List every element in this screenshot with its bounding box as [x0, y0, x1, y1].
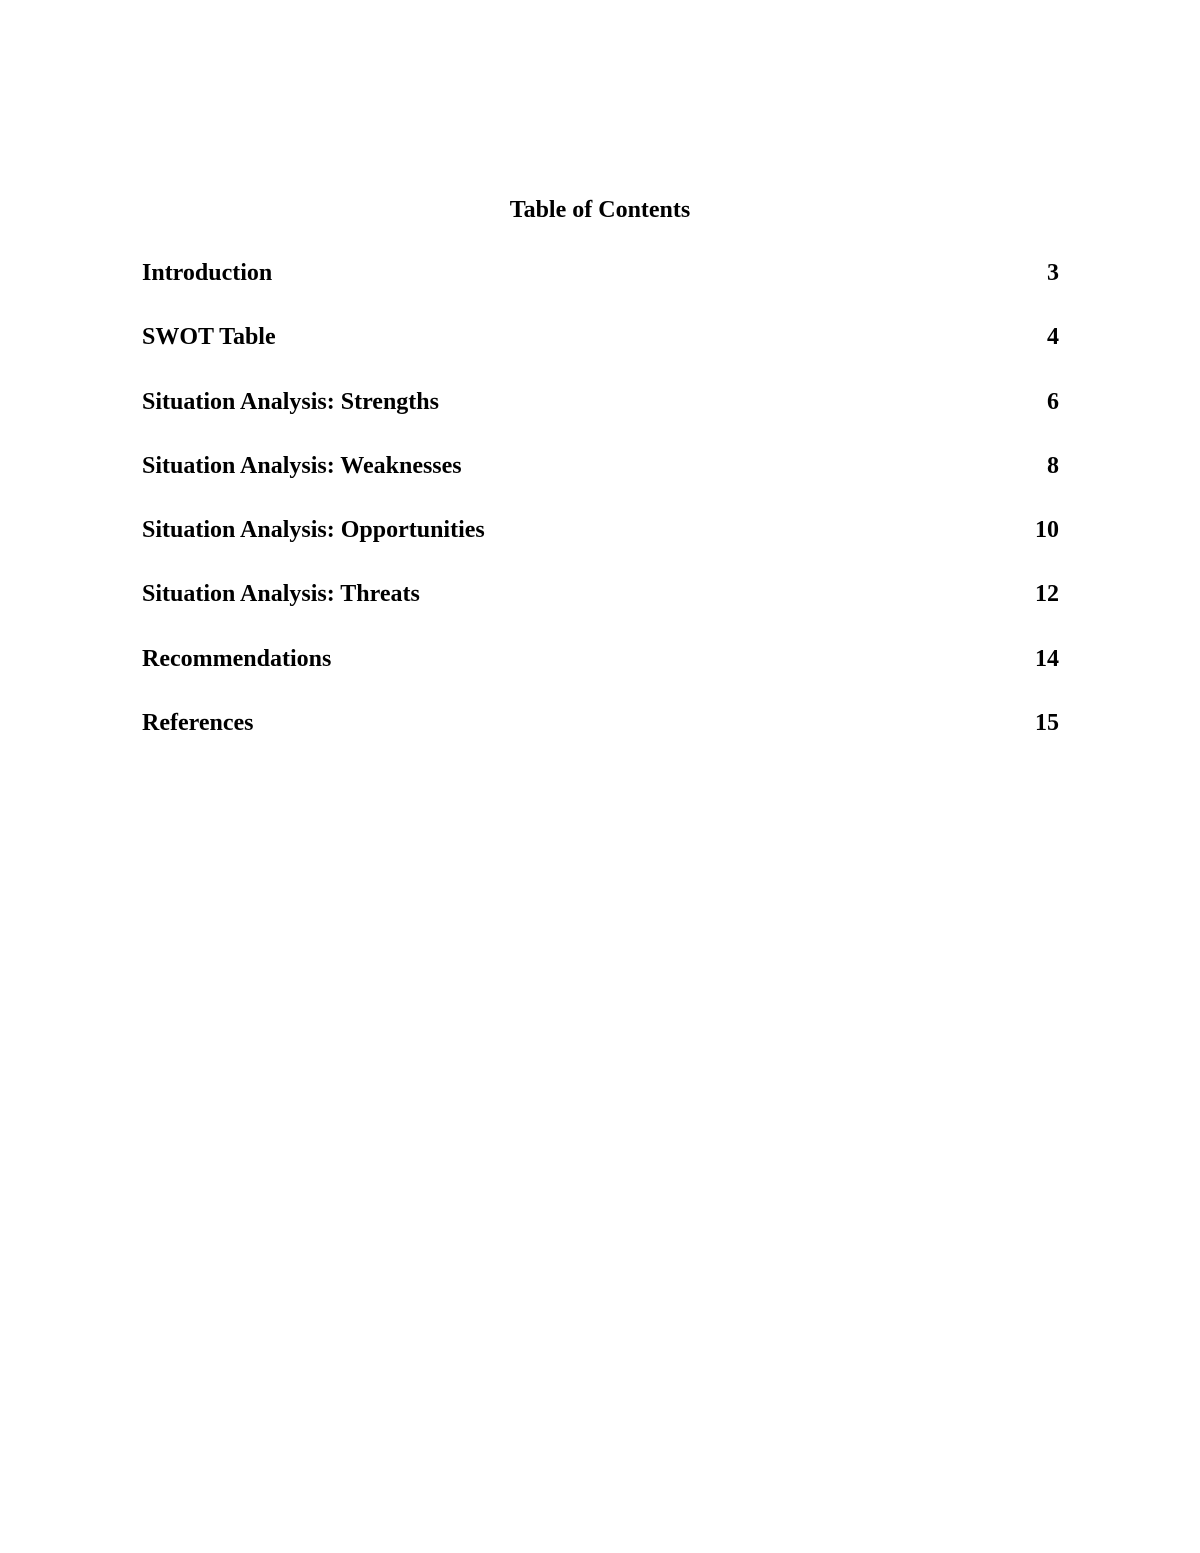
toc-entry-page: 12	[1035, 581, 1059, 608]
toc-entry-page: 14	[1035, 645, 1059, 672]
toc-entry-label: Situation Analysis: Opportunities	[142, 517, 485, 544]
toc-entry-weaknesses	[142, 450, 1059, 514]
toc-entry-introduction	[142, 257, 1059, 321]
toc-entry-label: Introduction	[142, 260, 273, 286]
toc-entry-page: 10	[1035, 517, 1059, 544]
toc-entry-label: SWOT Table	[142, 324, 276, 351]
toc-entry-label: Situation Analysis: Weaknesses	[142, 452, 462, 479]
toc-entry-page: 6	[1047, 388, 1059, 415]
toc-entry-page: 4	[1047, 324, 1059, 351]
toc-entry-strengths	[142, 386, 1059, 450]
toc-list	[142, 257, 1059, 771]
toc-entry-label: Recommendations	[142, 645, 332, 672]
toc-entry-label: Situation Analysis: Strengths	[142, 388, 439, 415]
toc-entry-label: References	[142, 710, 254, 737]
toc-entry-page: 15	[1035, 710, 1059, 737]
toc-title: Table of Contents	[509, 197, 691, 223]
toc-entry-references	[142, 707, 1059, 771]
toc-entry-opportunities	[142, 514, 1059, 578]
toc-entry-swot-table	[142, 321, 1059, 385]
toc-entry-label: Situation Analysis: Threats	[142, 581, 420, 608]
toc-entry-recommendations	[142, 643, 1059, 707]
toc-entry-threats	[142, 578, 1059, 642]
toc-entry-page: 3	[1047, 260, 1059, 286]
toc-entry-page: 8	[1047, 452, 1059, 479]
